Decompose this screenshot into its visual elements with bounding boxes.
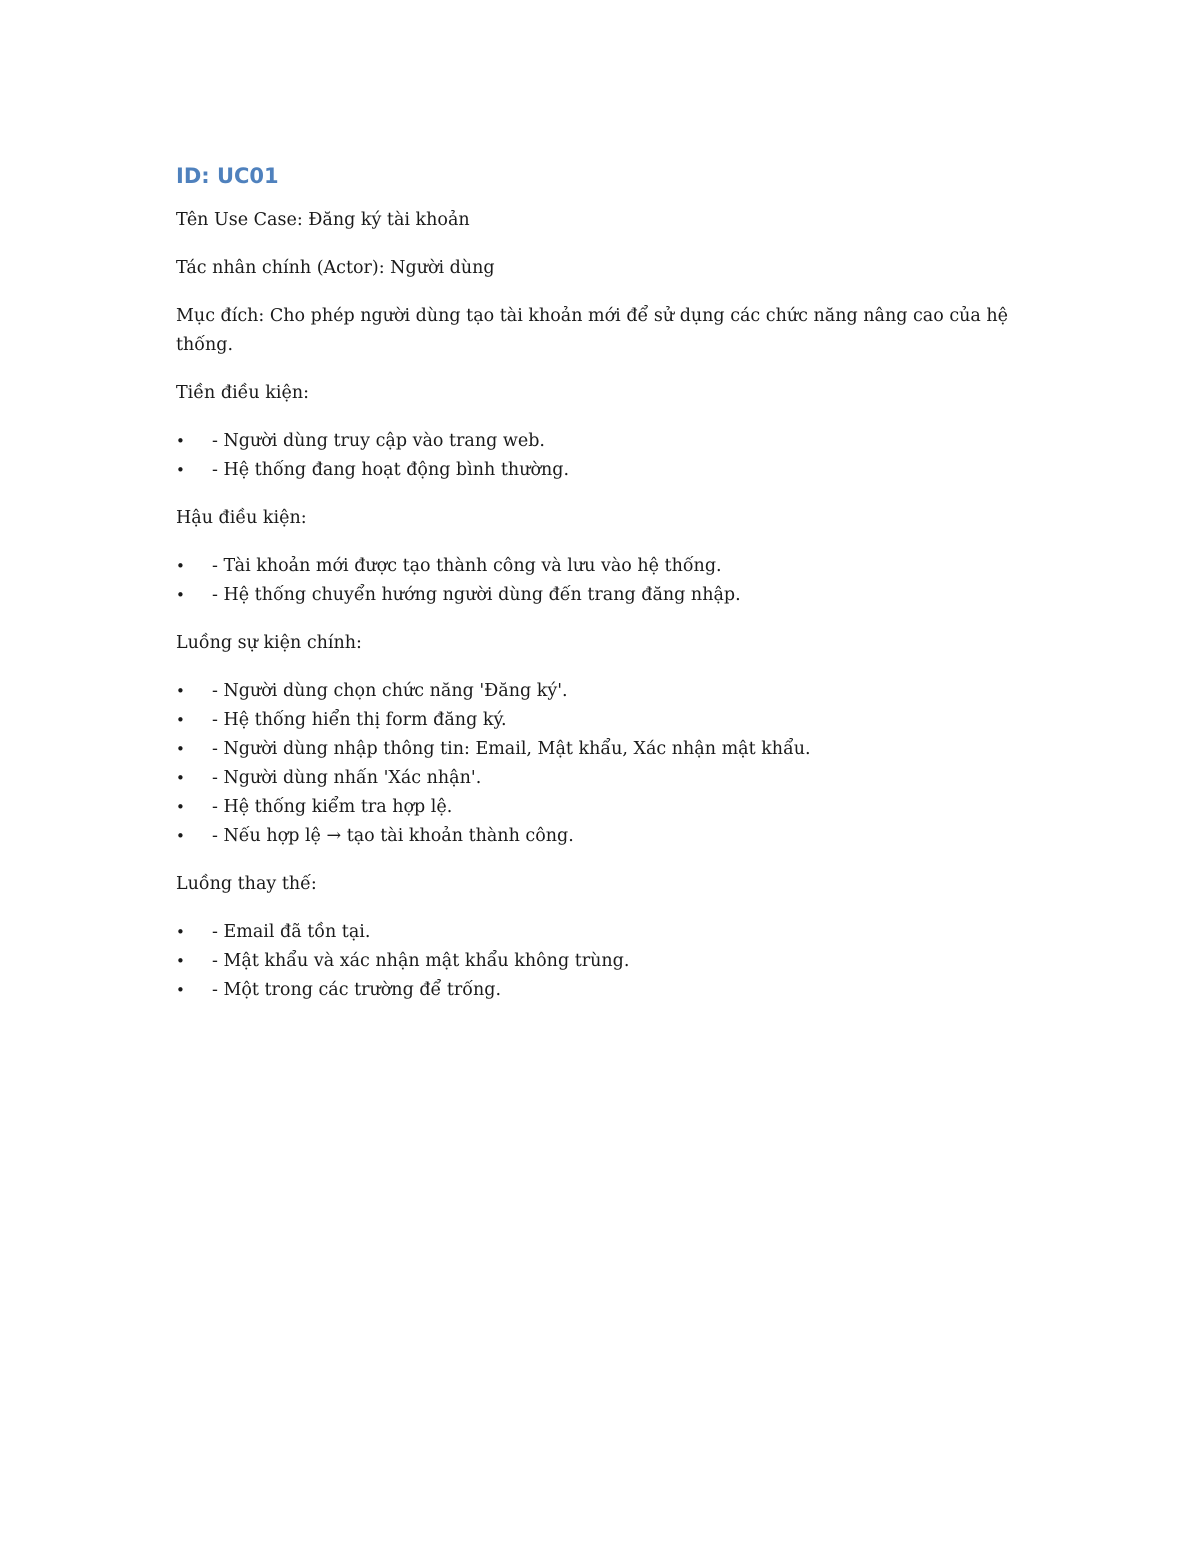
bullet-icon: •: [176, 769, 185, 787]
main-flow-list: [176, 677, 1036, 851]
postconditions-list: [176, 552, 1036, 610]
alt-flow-list: [176, 918, 1036, 1005]
bullet-icon: •: [176, 923, 185, 941]
bullet-icon: •: [176, 461, 185, 479]
alt-flow-label: Luồng thay thế:: [176, 874, 317, 894]
bullet-icon: •: [176, 952, 185, 970]
bullet-icon: •: [176, 827, 185, 845]
postconditions-label: Hậu điều kiện:: [176, 508, 307, 528]
actor-line: Tác nhân chính (Actor): Người dùng: [176, 258, 495, 278]
use-case-name: Tên Use Case: Đăng ký tài khoản: [176, 210, 470, 230]
list-item: • - Hệ thống chuyển hướng người dùng đến trang đăng nhập.: [176, 581, 1036, 610]
list-item: • - Người dùng truy cập vào trang web.: [176, 427, 1036, 456]
bullet-icon: •: [176, 557, 185, 575]
list-item: • - Một trong các trường để trống.: [176, 976, 1036, 1005]
bullet-icon: •: [176, 981, 185, 999]
list-item: • - Người dùng chọn chức năng 'Đăng ký'.: [176, 677, 1036, 706]
list-item: • - Hệ thống hiển thị form đăng ký.: [176, 706, 1036, 735]
list-item: • - Nếu hợp lệ → tạo tài khoản thành công.: [176, 822, 1036, 851]
purpose-line: Mục đích: Cho phép người dùng tạo tài khoản mới để sử dụng các chức năng nâng cao của hệ thống.: [176, 306, 1009, 355]
bullet-icon: •: [176, 586, 185, 604]
main-flow-label: Luồng sự kiện chính:: [176, 633, 362, 653]
list-item: • - Hệ thống kiểm tra hợp lệ.: [176, 793, 1036, 822]
list-item: • - Email đã tồn tại.: [176, 918, 1036, 947]
preconditions-label: Tiền điều kiện:: [176, 383, 309, 403]
preconditions-list: [176, 427, 1036, 485]
bullet-icon: •: [176, 740, 185, 758]
list-item: • - Người dùng nhấn 'Xác nhận'.: [176, 764, 1036, 793]
bullet-icon: •: [176, 432, 185, 450]
document-page: [176, 160, 1036, 1024]
document-heading: ID: UC01: [176, 164, 279, 188]
bullet-icon: •: [176, 682, 185, 700]
list-item: • - Tài khoản mới được tạo thành công và lưu vào hệ thống.: [176, 552, 1036, 581]
bullet-icon: •: [176, 711, 185, 729]
list-item: • - Mật khẩu và xác nhận mật khẩu không trùng.: [176, 947, 1036, 976]
bullet-icon: •: [176, 798, 185, 816]
list-item: • - Người dùng nhập thông tin: Email, Mật khẩu, Xác nhận mật khẩu.: [176, 735, 1036, 764]
list-item: • - Hệ thống đang hoạt động bình thường.: [176, 456, 1036, 485]
